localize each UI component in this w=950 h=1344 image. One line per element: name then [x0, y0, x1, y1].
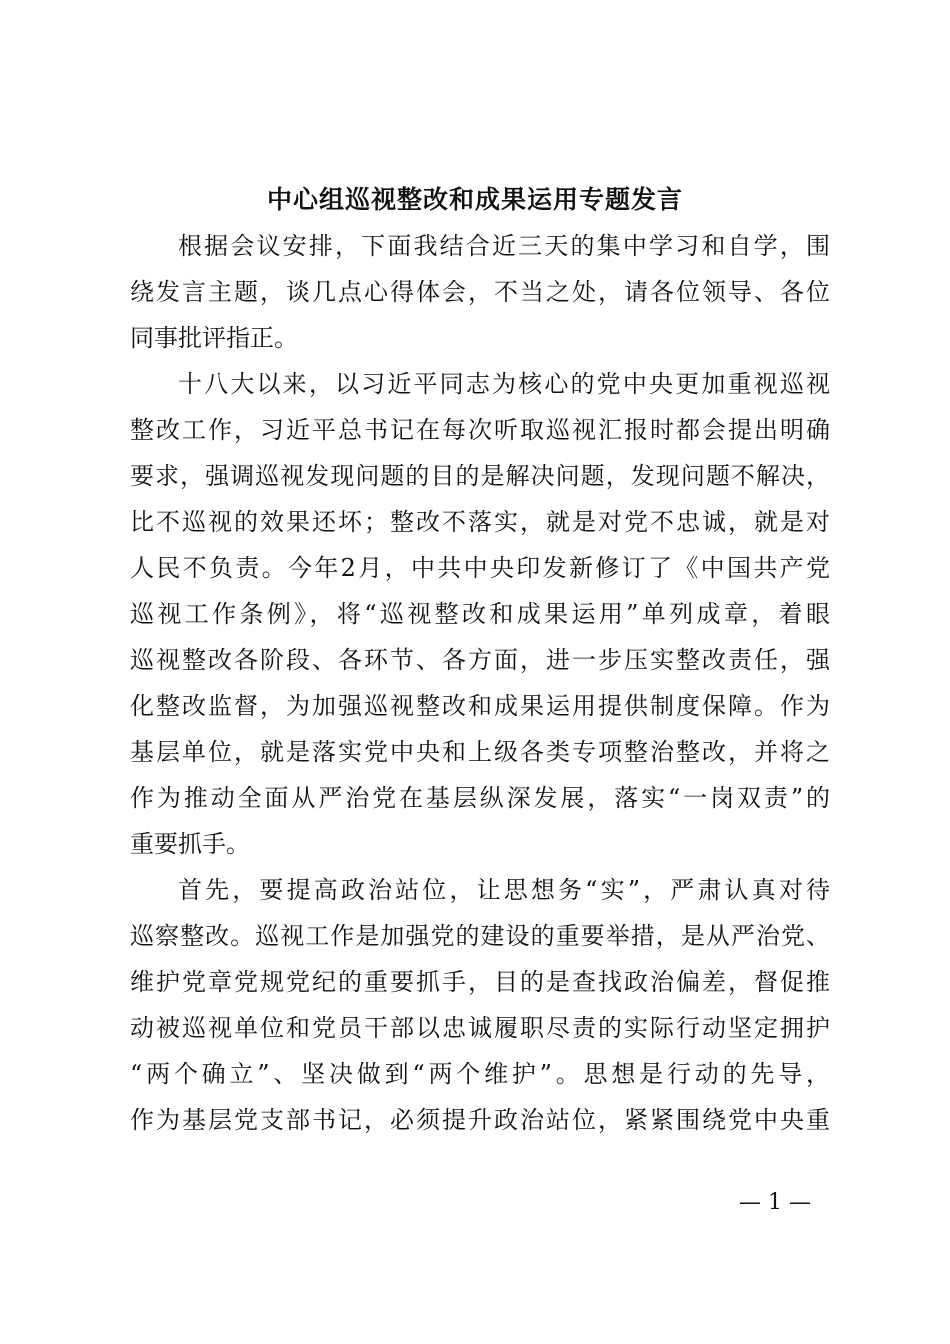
text-line: 作为推动全面从严治党在基层纵深发展，落实“一岗双责”的	[130, 784, 830, 812]
paragraph-3	[130, 867, 830, 1143]
paragraph-1	[130, 223, 830, 361]
text-line: 首先，要提高政治站位，让思想务“实”，严肃认真对待	[178, 876, 830, 904]
text-line: 动被巡视单位和党员干部以忠诚履职尽责的实际行动坚定拥护	[130, 1014, 830, 1042]
text-line: 巡视工作条例》，将“巡视整改和成果运用”单列成章，着眼	[130, 600, 830, 628]
text-line: 人民不负责。今年2月，中共中央印发新修订了《中国共产党	[130, 554, 830, 582]
text-line: 绕发言主题，谈几点心得体会，不当之处，请各位领导、各位	[130, 278, 830, 306]
text-line: 基层单位，就是落实党中央和上级各类专项整治整改，并将之	[130, 738, 830, 766]
document-body	[130, 223, 830, 1143]
text-line: 根据会议安排，下面我结合近三天的集中学习和自学，围	[178, 232, 830, 260]
text-line: 化整改监督，为加强巡视整改和成果运用提供制度保障。作为	[130, 692, 830, 720]
text-line: 要求，强调巡视发现问题的目的是解决问题，发现问题不解决，	[130, 462, 830, 490]
text-line: 巡察整改。巡视工作是加强党的建设的重要举措，是从严治党、	[130, 922, 830, 950]
page-number: — 1 —	[739, 1190, 811, 1215]
text-line: 作为基层党支部书记，必须提升政治站位，紧紧围绕党中央重	[130, 1106, 830, 1134]
text-line: 巡视整改各阶段、各环节、各方面，进一步压实整改责任，强	[130, 646, 830, 674]
text-line: 重要抓手。	[130, 830, 250, 858]
text-line: 维护党章党规党纪的重要抓手，目的是查找政治偏差，督促推	[130, 968, 830, 996]
text-line: 十八大以来，以习近平同志为核心的党中央更加重视巡视	[178, 370, 830, 398]
document-title: 中心组巡视整改和成果运用专题发言	[266, 185, 683, 214]
paragraph-2	[130, 361, 830, 867]
text-line: 比不巡视的效果还坏；整改不落实，就是对党不忠诚，就是对	[130, 508, 830, 536]
text-line: 同事批评指正。	[130, 324, 298, 352]
text-line: “两个确立”、坚决做到“两个维护”。思想是行动的先导，	[130, 1060, 830, 1088]
text-line: 整改工作，习近平总书记在每次听取巡视汇报时都会提出明确	[130, 416, 830, 444]
